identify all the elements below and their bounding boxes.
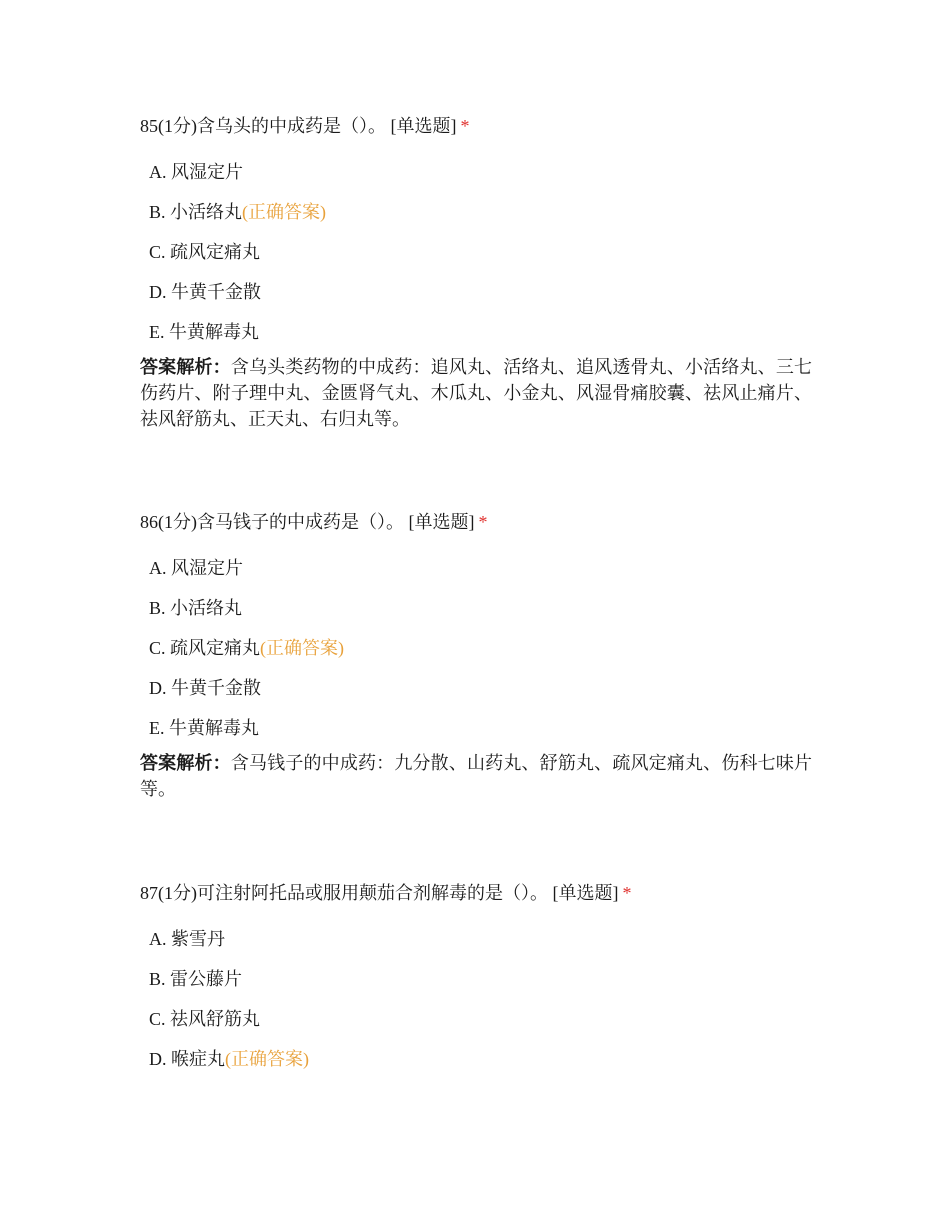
- question-87: [140, 880, 812, 1086]
- analysis-label: 答案解析：: [140, 357, 231, 377]
- correct-answer-tag: (正确答案): [260, 638, 345, 658]
- option-list: [140, 555, 812, 741]
- option-c: [149, 239, 812, 265]
- option-text: A. 风湿定片: [149, 162, 243, 182]
- option-d: [149, 1046, 812, 1072]
- option-d: [149, 675, 812, 701]
- answer-analysis: [140, 354, 812, 432]
- option-text: E. 牛黄解毒丸: [149, 718, 259, 738]
- option-list: [140, 159, 812, 345]
- analysis-text: 含马钱子的中成药：九分散、山药丸、舒筋丸、疏风定痛丸、伤科七味片等。: [140, 753, 813, 799]
- option-a: [149, 159, 812, 185]
- option-c: [149, 1006, 812, 1032]
- option-b: [149, 966, 812, 992]
- option-text: D. 牛黄千金散: [149, 282, 261, 302]
- option-text: C. 祛风舒筋丸: [149, 1009, 261, 1029]
- question-text: 87(1分)可注射阿托品或服用颠茄合剂解毒的是（）。 [单选题]: [140, 883, 619, 903]
- option-c: [149, 635, 812, 661]
- option-a: [149, 926, 812, 952]
- question-text: 86(1分)含马钱子的中成药是（）。 [单选题]: [140, 512, 475, 532]
- option-text: C. 疏风定痛丸: [149, 242, 261, 262]
- question-title: [140, 113, 812, 139]
- option-text: A. 紫雪丹: [149, 929, 225, 949]
- option-a: [149, 555, 812, 581]
- option-text: C. 疏风定痛丸: [149, 638, 261, 658]
- option-text: A. 风湿定片: [149, 558, 243, 578]
- required-mark: *: [460, 116, 470, 136]
- option-text: B. 小活络丸: [149, 598, 243, 618]
- option-text: B. 雷公藤片: [149, 969, 243, 989]
- correct-answer-tag: (正确答案): [225, 1049, 309, 1069]
- question-85: [140, 113, 812, 432]
- question-86: [140, 509, 812, 802]
- required-mark: *: [478, 512, 488, 532]
- correct-answer-tag: (正确答案): [242, 202, 327, 222]
- option-e: [149, 319, 812, 345]
- option-text: B. 小活络丸: [149, 202, 243, 222]
- question-text: 85(1分)含乌头的中成药是（）。 [单选题]: [140, 116, 457, 136]
- option-text: D. 喉症丸: [149, 1049, 225, 1069]
- required-mark: *: [622, 883, 632, 903]
- option-d: [149, 279, 812, 305]
- answer-analysis: [140, 750, 812, 802]
- analysis-label: 答案解析：: [140, 753, 231, 773]
- option-text: E. 牛黄解毒丸: [149, 322, 259, 342]
- question-title: [140, 880, 812, 906]
- option-text: D. 牛黄千金散: [149, 678, 261, 698]
- option-b: [149, 199, 812, 225]
- option-list: [140, 926, 812, 1072]
- question-title: [140, 509, 812, 535]
- analysis-text: 含乌头类药物的中成药：追风丸、活络丸、追风透骨丸、小活络丸、三七伤药片、附子理中丸、金匮肾气丸、木瓜丸、小金丸、风湿骨痛胶囊、祛风止痛片、祛风舒筋丸、正天丸、右归丸等。: [140, 357, 813, 429]
- option-e: [149, 715, 812, 741]
- option-b: [149, 595, 812, 621]
